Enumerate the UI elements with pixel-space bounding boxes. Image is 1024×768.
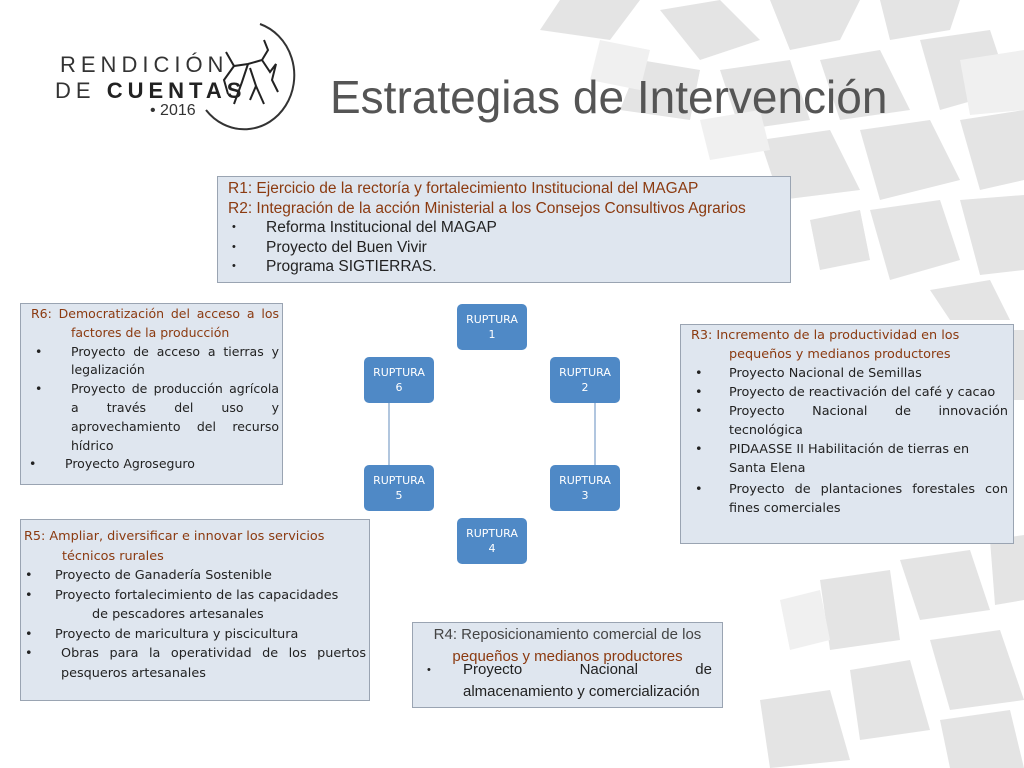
r1-project-list (266, 218, 780, 277)
ruptura-node-4: RUPTURA 4 (457, 518, 527, 564)
r1-heading: R1: Ejercicio de la rectoría y fortalecimiento Institucional del MAGAP (228, 180, 699, 197)
r3-heading: R3: Incremento de la productividad en los pequeños y medianos productores (691, 328, 960, 362)
r4-project-list (463, 659, 712, 703)
list-item: • Reforma Institucional del MAGAP (266, 218, 780, 238)
r4-item-line1: • Proyecto Nacional de (463, 661, 712, 678)
logo-text-de-cuentas: DE CUENTAS (55, 78, 247, 103)
r3-project-list (729, 364, 1008, 518)
list-item: • Programa SIGTIERRAS. (266, 257, 780, 277)
list-item-continuation: de pescadores artesanales (92, 607, 264, 622)
r5-project-list-continued (55, 625, 366, 684)
logo-text-rendicion: RENDICIÓN (60, 52, 229, 77)
list-item: • Proyecto Agroseguro (65, 455, 279, 474)
list-item: • Proyecto de maricultura y piscicultura (55, 625, 366, 645)
list-item: • Proyecto de acceso a tierras y legalización (71, 343, 279, 381)
r5-project-list (55, 566, 366, 605)
bull-emblem-icon (198, 20, 300, 132)
r6-strategy-box (20, 303, 283, 485)
list-item: • Proyecto de plantaciones forestales con fines comerciales (729, 480, 1008, 518)
list-item: • Proyecto de producción agrícola a través del uso y aprovechamiento del recurso hídrico (71, 380, 279, 455)
logo-year: • 2016 (150, 102, 196, 119)
list-item (463, 659, 712, 703)
list-item: • Obras para la operatividad de los puertos pesqueros artesanales (55, 644, 366, 683)
ruptura-node-6: RUPTURA 6 (364, 357, 434, 403)
rendicion-de-cuentas-logo (55, 20, 305, 135)
r3-strategy-box (680, 324, 1014, 544)
list-item: • Proyecto de reactivación del café y cacao (729, 383, 1008, 402)
r4-heading-line1: R4: Reposicionamiento comercial de los (433, 626, 702, 643)
ruptura-node-3: RUPTURA 3 (550, 465, 620, 511)
r4-strategy-box (412, 622, 723, 708)
ruptura-node-2: RUPTURA 2 (550, 357, 620, 403)
r4-item-line2: almacenamiento y comercialización (463, 683, 700, 700)
r5-strategy-box (20, 519, 370, 701)
r6-heading: R6: Democratización del acceso a los factores de la producción (31, 306, 279, 340)
list-item: • Proyecto Nacional de innovación tecnológica (729, 402, 1008, 440)
r4-heading-line2: pequeños y medianos productores (452, 648, 683, 665)
r1-r2-strategy-box (217, 176, 791, 283)
r5-heading: R5: Ampliar, diversificar e innovar los servicios técnicos rurales (24, 529, 325, 564)
ruptura-node-1: RUPTURA 1 (457, 304, 527, 350)
list-item: • PIDAASSE II Habilitación de tierras en Santa Elena (729, 440, 1008, 478)
list-item: • Proyecto de Ganadería Sostenible (55, 566, 366, 586)
page-title: Estrategias de Intervención (330, 71, 888, 123)
r6-project-list (65, 343, 279, 475)
list-item: • Proyecto fortalecimiento de las capacidades (55, 586, 366, 606)
r2-heading: R2: Integración de la acción Ministerial a los Consejos Consultivos Agrarios (228, 199, 746, 217)
ruptura-node-5: RUPTURA 5 (364, 465, 434, 511)
list-item: • Proyecto Nacional de Semillas (729, 364, 1008, 383)
list-item: • Proyecto del Buen Vivir (266, 238, 780, 258)
